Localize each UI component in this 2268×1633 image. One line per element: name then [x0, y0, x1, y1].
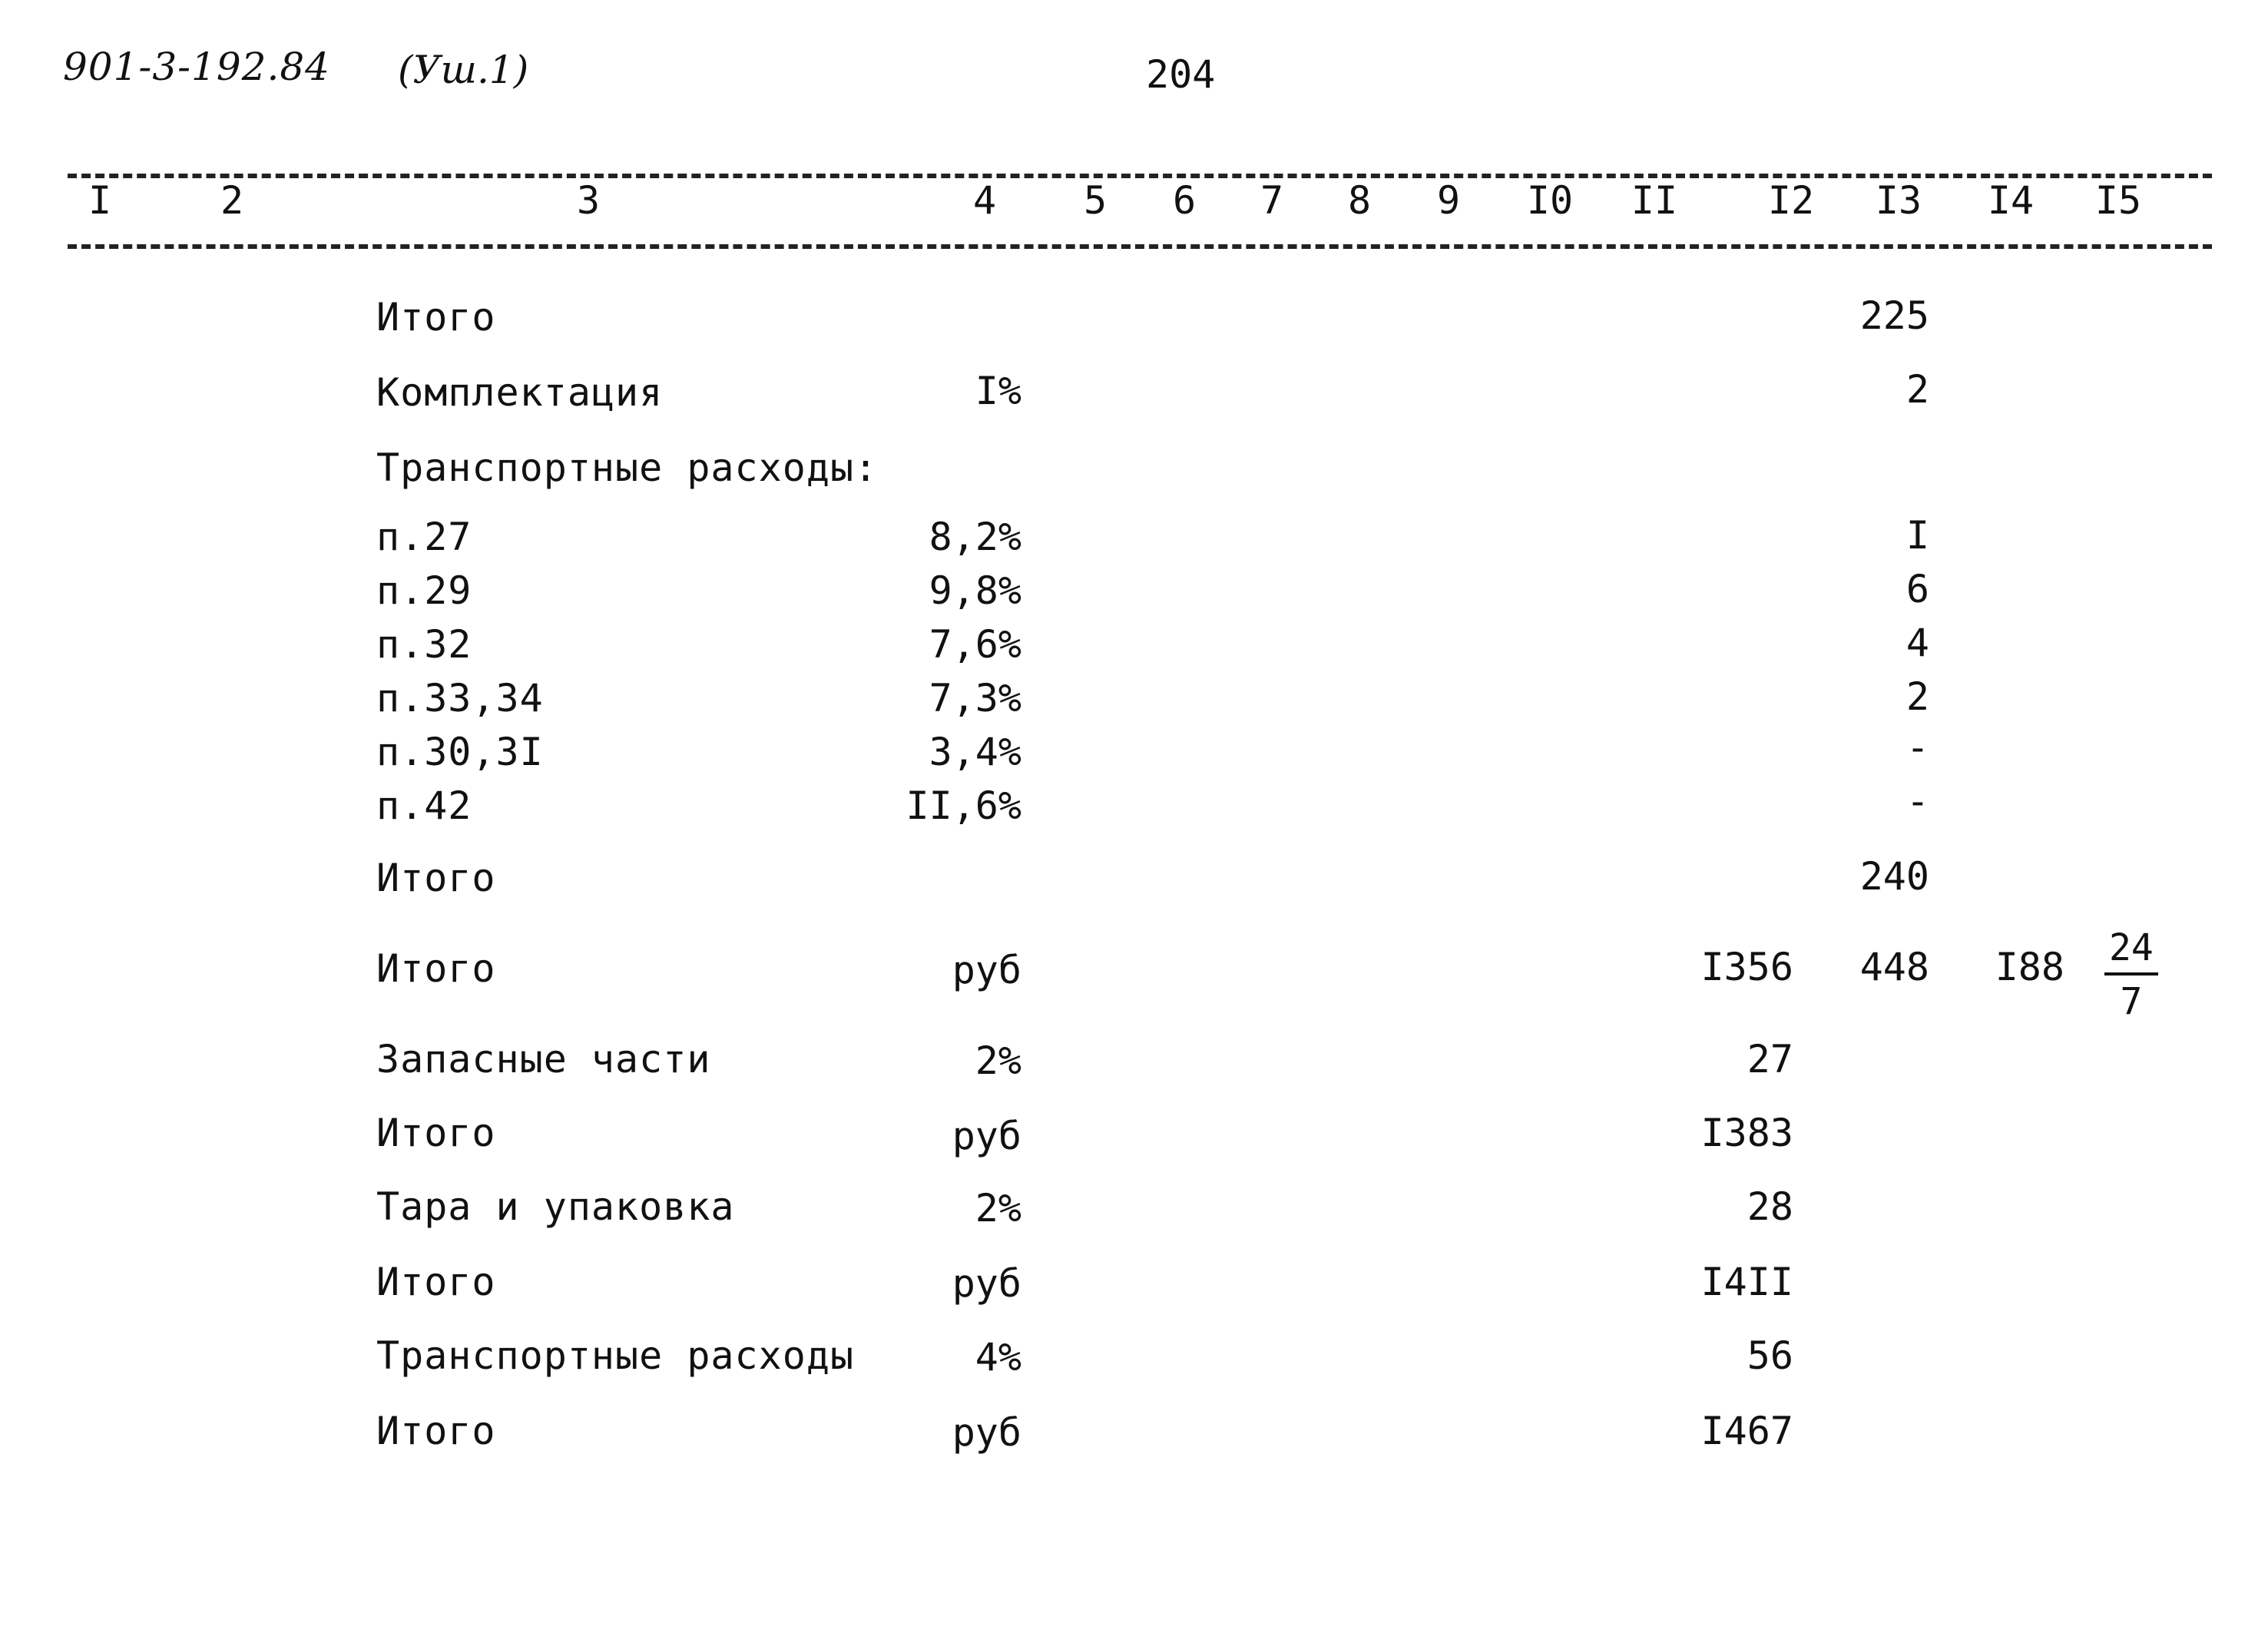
row-label: п.29 [376, 568, 472, 613]
row-value-col12: 27 [1747, 1037, 1793, 1081]
column-number: I4 [1987, 178, 2035, 223]
column-number: 8 [1347, 178, 1372, 223]
column-number: I3 [1875, 178, 1922, 223]
row-rate: II,6% [906, 783, 1021, 828]
document-ref: (Уш.1) [398, 48, 529, 92]
row-value-col12: I383 [1700, 1111, 1793, 1155]
row-label: п.32 [376, 622, 472, 667]
row-value-col12: I467 [1700, 1409, 1793, 1453]
row-value-col12: I4II [1700, 1260, 1793, 1304]
row-rate: 7,3% [929, 676, 1021, 720]
row-value-col12: 56 [1747, 1333, 1793, 1378]
row-unit: руб [952, 948, 1021, 992]
row-value-col13: 225 [1859, 293, 1929, 338]
row-label: Итого [376, 1111, 496, 1155]
row-value-col13: 4 [1905, 621, 1929, 665]
row-rate: 2% [975, 1186, 1021, 1231]
row-rate: 4% [975, 1335, 1021, 1380]
row-label: Транспортные расходы: [376, 446, 879, 490]
row-label: Комплектация [376, 370, 664, 415]
row-value-col12: 28 [1747, 1184, 1793, 1229]
column-number: 4 [972, 178, 997, 223]
row-unit: руб [952, 1410, 1021, 1455]
row-label: п.42 [376, 783, 472, 828]
column-number: 6 [1172, 178, 1197, 223]
row-value-col13: 2 [1905, 674, 1929, 719]
row-label: п.30,3I [376, 730, 544, 774]
row-unit: руб [952, 1114, 1021, 1158]
row-label: Итого [376, 946, 496, 991]
column-number: 7 [1260, 178, 1284, 223]
row-value-col14: I88 [1995, 945, 2064, 989]
column-number: II [1631, 178, 1678, 223]
row-label: Итого [376, 856, 496, 900]
row-rate: 2% [975, 1038, 1021, 1083]
document-code: 901-3-192.84 [63, 45, 330, 89]
column-number: I2 [1767, 178, 1815, 223]
row-value-col15-fraction [2104, 926, 2158, 1023]
row-value-col13: 2 [1905, 367, 1929, 412]
row-label: Итого [376, 1409, 496, 1453]
fraction-numerator: 24 [2104, 929, 2158, 975]
row-value-col12: I356 [1700, 945, 1793, 989]
column-number: 2 [220, 178, 244, 223]
row-rate: 7,6% [929, 622, 1021, 667]
row-label: Запасные части [376, 1037, 711, 1081]
row-label: п.33,34 [376, 676, 544, 720]
row-label: Итого [376, 295, 496, 340]
column-number: I [88, 178, 112, 223]
row-value-col13: 6 [1905, 567, 1929, 611]
row-label: п.27 [376, 515, 472, 559]
page-number: 204 [1146, 52, 1216, 97]
row-rate: 8,2% [929, 515, 1021, 559]
row-value-col13: - [1905, 725, 1929, 770]
column-number: I5 [2094, 178, 2142, 223]
row-value-col13: - [1905, 779, 1929, 823]
column-number: 9 [1436, 178, 1461, 223]
row-value-col13: I [1905, 513, 1929, 558]
row-rate: 3,4% [929, 730, 1021, 774]
row-value-col13: 448 [1859, 945, 1929, 989]
row-unit: руб [952, 1261, 1021, 1306]
header-rule-bottom [68, 244, 2212, 249]
column-number: 3 [576, 178, 601, 223]
column-number: I0 [1526, 178, 1574, 223]
column-number: 5 [1083, 178, 1108, 223]
row-label: Итого [376, 1260, 496, 1304]
row-label: Тара и упаковка [376, 1184, 735, 1229]
row-label: Транспортные расходы [376, 1333, 855, 1378]
fraction-denominator: 7 [2120, 980, 2143, 1023]
row-rate: I% [975, 369, 1021, 413]
row-rate: 9,8% [929, 568, 1021, 613]
row-value-col13: 240 [1859, 854, 1929, 899]
